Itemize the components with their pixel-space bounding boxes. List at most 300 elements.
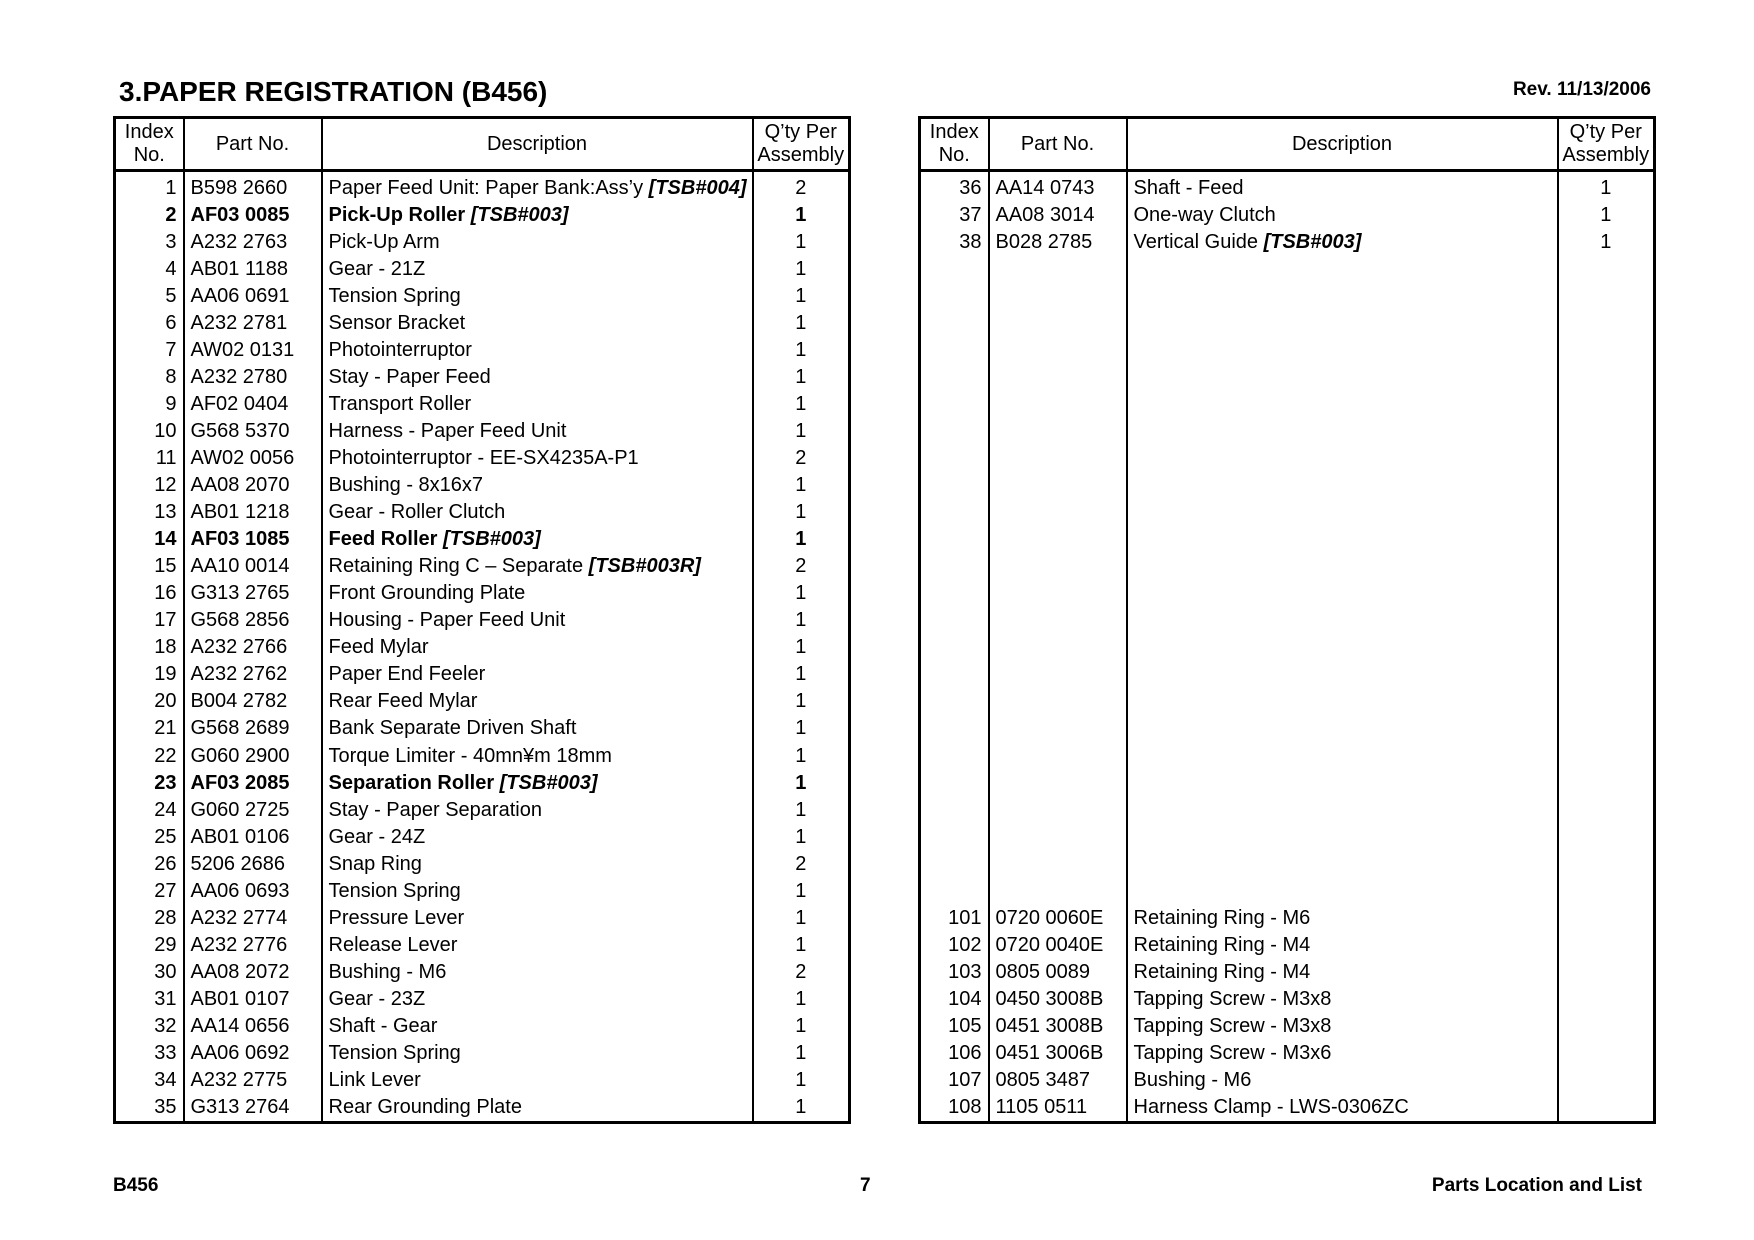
index-cell <box>920 472 989 499</box>
description-text: Tension Spring <box>328 284 461 307</box>
index-cell <box>920 580 989 607</box>
quantity-cell: 2 <box>753 850 850 877</box>
index-cell: 6 <box>115 309 184 336</box>
part-number-cell <box>989 688 1127 715</box>
part-number-cell: AA06 0692 <box>184 1040 322 1067</box>
index-cell: 10 <box>115 417 184 444</box>
description-text: Torque Limiter - 40mn¥m 18mm <box>328 744 612 767</box>
description-text: Retaining Ring - M4 <box>1133 960 1311 983</box>
description-text: Snap Ring <box>328 852 422 875</box>
part-number-cell: AA06 0691 <box>184 282 322 309</box>
table-row <box>920 1040 1655 1067</box>
description-cell <box>1127 931 1558 958</box>
index-cell <box>920 526 989 553</box>
quantity-cell: 1 <box>753 255 850 282</box>
table-row <box>115 363 850 390</box>
part-number-cell: A232 2763 <box>184 228 322 255</box>
part-number-cell: AA08 2070 <box>184 472 322 499</box>
quantity-cell <box>1558 985 1655 1012</box>
description-text: Retaining Ring - M4 <box>1133 933 1311 956</box>
quantity-cell <box>1558 634 1655 661</box>
description-cell <box>1127 171 1558 202</box>
quantity-cell <box>1558 904 1655 931</box>
description-text: Paper End Feeler <box>328 663 486 686</box>
index-cell <box>920 417 989 444</box>
part-number-cell: A232 2781 <box>184 309 322 336</box>
index-cell: 21 <box>115 715 184 742</box>
description-cell <box>1127 1094 1558 1123</box>
description-cell <box>322 904 753 931</box>
table-row <box>920 931 1655 958</box>
description-text: Rear Grounding Plate <box>328 1096 522 1119</box>
part-number-cell <box>989 417 1127 444</box>
part-number-cell: AA10 0014 <box>184 553 322 580</box>
quantity-cell <box>1558 336 1655 363</box>
part-number-cell: AF03 2085 <box>184 769 322 796</box>
quantity-cell: 1 <box>753 526 850 553</box>
index-cell: 4 <box>115 255 184 282</box>
index-cell: 107 <box>920 1067 989 1094</box>
index-cell: 33 <box>115 1040 184 1067</box>
part-number-cell <box>989 715 1127 742</box>
table-row <box>115 580 850 607</box>
description-cell <box>1127 336 1558 363</box>
part-number-cell <box>989 769 1127 796</box>
part-number-cell: AB01 0106 <box>184 823 322 850</box>
description-cell <box>322 1040 753 1067</box>
part-number-cell: 0805 0089 <box>989 958 1127 985</box>
table-row <box>920 877 1655 904</box>
table-row <box>115 796 850 823</box>
description-text: Pressure Lever <box>328 906 465 929</box>
description-cell <box>1127 363 1558 390</box>
header-index: Index No. <box>115 118 184 171</box>
description-text: Gear - 23Z <box>328 987 426 1010</box>
index-cell: 30 <box>115 958 184 985</box>
description-text: Photointerruptor - EE-SX4235A-P1 <box>328 446 639 469</box>
quantity-cell: 1 <box>753 985 850 1012</box>
part-number-cell: AB01 1188 <box>184 255 322 282</box>
table-row <box>115 472 850 499</box>
index-cell <box>920 553 989 580</box>
description-cell <box>322 634 753 661</box>
part-number-cell: G313 2764 <box>184 1094 322 1123</box>
part-number-cell: AA14 0743 <box>989 171 1127 202</box>
description-cell <box>322 472 753 499</box>
index-cell: 32 <box>115 1012 184 1039</box>
part-number-cell: A232 2762 <box>184 661 322 688</box>
index-cell: 105 <box>920 1012 989 1039</box>
table-row <box>920 904 1655 931</box>
index-cell: 27 <box>115 877 184 904</box>
description-text: Tension Spring <box>328 1042 461 1065</box>
description-text: Gear - 21Z <box>328 257 426 280</box>
description-text: Housing - Paper Feed Unit <box>328 609 566 632</box>
quantity-cell <box>1558 823 1655 850</box>
description-cell <box>322 877 753 904</box>
table-row <box>115 1040 850 1067</box>
part-number-cell <box>989 499 1127 526</box>
quantity-cell: 1 <box>1558 228 1655 255</box>
table-row <box>115 282 850 309</box>
quantity-cell: 1 <box>753 607 850 634</box>
part-number-cell: AB01 1218 <box>184 499 322 526</box>
quantity-cell: 1 <box>753 931 850 958</box>
description-text: Stay - Paper Separation <box>328 798 542 821</box>
description-text: Pick-Up Arm <box>328 230 440 253</box>
description-cell <box>322 607 753 634</box>
description-cell <box>322 417 753 444</box>
table-row <box>920 661 1655 688</box>
quantity-cell: 1 <box>753 499 850 526</box>
quantity-cell: 1 <box>753 472 850 499</box>
index-cell <box>920 390 989 417</box>
part-number-cell <box>989 444 1127 471</box>
description-cell <box>322 336 753 363</box>
quantity-cell: 1 <box>1558 201 1655 228</box>
quantity-cell <box>1558 958 1655 985</box>
index-cell <box>920 255 989 282</box>
part-number-cell: A232 2774 <box>184 904 322 931</box>
description-cell <box>322 553 753 580</box>
description-text: Front Grounding Plate <box>328 582 526 605</box>
description-text: Tapping Screw - M3x8 <box>1133 987 1332 1010</box>
header-index: Index No. <box>920 118 989 171</box>
part-number-cell: AF03 1085 <box>184 526 322 553</box>
footer-model: B456 <box>113 1175 159 1196</box>
description-cell <box>322 228 753 255</box>
quantity-cell: 1 <box>753 823 850 850</box>
quantity-cell: 1 <box>753 282 850 309</box>
part-number-cell <box>989 472 1127 499</box>
description-text: Transport Roller <box>328 392 472 415</box>
table-row <box>115 309 850 336</box>
description-cell <box>322 1094 753 1123</box>
table-row <box>115 336 850 363</box>
description-cell <box>1127 201 1558 228</box>
table-row <box>115 769 850 796</box>
description-cell <box>1127 742 1558 769</box>
part-number-cell: AF03 0085 <box>184 201 322 228</box>
header-part-no: Part No. <box>989 118 1127 171</box>
table-row <box>115 661 850 688</box>
index-cell: 37 <box>920 201 989 228</box>
description-text: Retaining Ring - M6 <box>1133 906 1311 929</box>
index-cell <box>920 742 989 769</box>
footer-page-number: 7 <box>860 1175 871 1196</box>
index-cell <box>920 336 989 363</box>
table-row <box>920 171 1655 202</box>
description-text: Separation Roller <box>328 771 495 794</box>
description-text: Shaft - Feed <box>1133 176 1244 199</box>
index-cell: 28 <box>115 904 184 931</box>
part-number-cell: AA14 0656 <box>184 1012 322 1039</box>
table-row <box>920 309 1655 336</box>
quantity-cell <box>1558 499 1655 526</box>
description-text: Bank Separate Driven Shaft <box>328 717 577 740</box>
description-cell <box>1127 255 1558 282</box>
table-row <box>115 985 850 1012</box>
part-number-cell: 0720 0040E <box>989 931 1127 958</box>
quantity-cell <box>1558 1040 1655 1067</box>
tsb-reference: [TSB#003] <box>1263 230 1362 253</box>
description-text: Bushing - M6 <box>328 960 447 983</box>
description-text: Feed Mylar <box>328 636 429 659</box>
part-number-cell <box>989 526 1127 553</box>
table-row <box>115 255 850 282</box>
part-number-cell: AA08 2072 <box>184 958 322 985</box>
index-cell: 35 <box>115 1094 184 1123</box>
description-text: Pick-Up Roller <box>328 203 466 226</box>
part-number-cell: A232 2766 <box>184 634 322 661</box>
description-cell <box>1127 877 1558 904</box>
quantity-cell: 1 <box>753 363 850 390</box>
table-row <box>920 823 1655 850</box>
index-cell: 19 <box>115 661 184 688</box>
quantity-cell: 2 <box>753 553 850 580</box>
part-number-cell: G568 2689 <box>184 715 322 742</box>
description-text: Photointerruptor <box>328 338 472 361</box>
part-number-cell <box>989 282 1127 309</box>
quantity-cell: 1 <box>753 390 850 417</box>
description-text: Harness Clamp - LWS-0306ZC <box>1133 1096 1409 1119</box>
description-cell <box>322 715 753 742</box>
part-number-cell <box>989 742 1127 769</box>
part-number-cell <box>989 309 1127 336</box>
quantity-cell <box>1558 282 1655 309</box>
index-cell: 2 <box>115 201 184 228</box>
table-row <box>115 228 850 255</box>
table-row <box>115 715 850 742</box>
index-cell: 20 <box>115 688 184 715</box>
description-cell <box>1127 688 1558 715</box>
index-cell: 16 <box>115 580 184 607</box>
part-number-cell <box>989 850 1127 877</box>
table-row <box>115 904 850 931</box>
header-qty: Q’ty Per Assembly <box>753 118 850 171</box>
part-number-cell: 1105 0511 <box>989 1094 1127 1123</box>
description-cell <box>322 580 753 607</box>
description-text: One-way Clutch <box>1133 203 1276 226</box>
part-number-cell: A232 2776 <box>184 931 322 958</box>
table-row <box>920 228 1655 255</box>
description-cell <box>322 255 753 282</box>
description-cell <box>1127 985 1558 1012</box>
description-cell <box>1127 634 1558 661</box>
table-row <box>115 823 850 850</box>
part-number-cell: AW02 0056 <box>184 444 322 471</box>
table-row <box>115 634 850 661</box>
quantity-cell: 1 <box>753 661 850 688</box>
index-cell <box>920 877 989 904</box>
table-row <box>115 931 850 958</box>
index-cell <box>920 661 989 688</box>
part-number-cell: 0720 0060E <box>989 904 1127 931</box>
part-number-cell: 0451 3006B <box>989 1040 1127 1067</box>
description-text: Tapping Screw - M3x8 <box>1133 1014 1332 1037</box>
description-cell <box>1127 390 1558 417</box>
part-number-cell <box>989 796 1127 823</box>
description-cell <box>322 1067 753 1094</box>
part-number-cell: AF02 0404 <box>184 390 322 417</box>
table-row <box>920 769 1655 796</box>
table-row <box>115 1012 850 1039</box>
footer-section-title: Parts Location and List <box>1431 1175 1642 1196</box>
quantity-cell <box>1558 796 1655 823</box>
index-cell: 18 <box>115 634 184 661</box>
part-number-cell: B004 2782 <box>184 688 322 715</box>
part-number-cell: G568 5370 <box>184 417 322 444</box>
table-row <box>920 1012 1655 1039</box>
description-cell <box>1127 904 1558 931</box>
table-row <box>115 553 850 580</box>
index-cell: 29 <box>115 931 184 958</box>
index-cell: 14 <box>115 526 184 553</box>
tsb-reference: [TSB#003R] <box>588 555 701 578</box>
quantity-cell <box>1558 255 1655 282</box>
quantity-cell <box>1558 1012 1655 1039</box>
description-cell <box>322 390 753 417</box>
description-cell <box>1127 769 1558 796</box>
table-row <box>920 553 1655 580</box>
table-row <box>920 1067 1655 1094</box>
description-text: Stay - Paper Feed <box>328 365 491 388</box>
table-row <box>920 526 1655 553</box>
quantity-cell: 1 <box>753 309 850 336</box>
part-number-cell: A232 2775 <box>184 1067 322 1094</box>
table-row <box>115 499 850 526</box>
table-row <box>920 850 1655 877</box>
table-row <box>920 444 1655 471</box>
description-cell <box>1127 661 1558 688</box>
index-cell: 9 <box>115 390 184 417</box>
description-cell <box>322 769 753 796</box>
index-cell: 7 <box>115 336 184 363</box>
description-text: Bushing - 8x16x7 <box>328 474 484 497</box>
quantity-cell: 1 <box>753 796 850 823</box>
description-cell <box>322 796 753 823</box>
table-row <box>115 201 850 228</box>
index-cell <box>920 715 989 742</box>
index-cell: 25 <box>115 823 184 850</box>
quantity-cell <box>1558 1094 1655 1123</box>
description-cell <box>1127 228 1558 255</box>
quantity-cell: 1 <box>753 201 850 228</box>
description-cell <box>1127 715 1558 742</box>
description-text: Retaining Ring C – Separate <box>328 555 584 578</box>
part-number-cell: B028 2785 <box>989 228 1127 255</box>
part-number-cell: G568 2856 <box>184 607 322 634</box>
table-row <box>115 1067 850 1094</box>
description-cell <box>1127 958 1558 985</box>
description-cell <box>322 823 753 850</box>
tsb-reference: [TSB#003] <box>442 528 541 551</box>
quantity-cell: 1 <box>753 769 850 796</box>
quantity-cell: 1 <box>753 688 850 715</box>
description-cell <box>1127 607 1558 634</box>
description-cell <box>322 526 753 553</box>
table-row <box>920 201 1655 228</box>
index-cell <box>920 309 989 336</box>
index-cell: 5 <box>115 282 184 309</box>
description-cell <box>322 661 753 688</box>
table-row <box>920 580 1655 607</box>
index-cell: 108 <box>920 1094 989 1123</box>
table-row <box>920 958 1655 985</box>
index-cell <box>920 282 989 309</box>
table-row <box>115 526 850 553</box>
table-row <box>115 444 850 471</box>
table-row <box>115 171 850 202</box>
description-text: Vertical Guide <box>1133 230 1259 253</box>
description-cell <box>1127 1067 1558 1094</box>
description-text: Release Lever <box>328 933 458 956</box>
index-cell <box>920 444 989 471</box>
quantity-cell <box>1558 688 1655 715</box>
part-number-cell: G060 2725 <box>184 796 322 823</box>
index-cell: 36 <box>920 171 989 202</box>
index-cell: 106 <box>920 1040 989 1067</box>
quantity-cell: 1 <box>753 1067 850 1094</box>
quantity-cell <box>1558 742 1655 769</box>
index-cell: 1 <box>115 171 184 202</box>
quantity-cell <box>1558 661 1655 688</box>
part-number-cell <box>989 255 1127 282</box>
table-row <box>920 985 1655 1012</box>
description-cell <box>1127 282 1558 309</box>
table-row <box>115 877 850 904</box>
quantity-cell <box>1558 850 1655 877</box>
description-cell <box>322 309 753 336</box>
description-cell <box>1127 1012 1558 1039</box>
tsb-reference: [TSB#003] <box>470 203 569 226</box>
part-number-cell <box>989 823 1127 850</box>
quantity-cell: 2 <box>753 171 850 202</box>
quantity-cell: 1 <box>753 228 850 255</box>
part-number-cell: A232 2780 <box>184 363 322 390</box>
description-cell <box>1127 580 1558 607</box>
quantity-cell: 1 <box>753 904 850 931</box>
tsb-reference: [TSB#004] <box>648 176 747 199</box>
index-cell: 15 <box>115 553 184 580</box>
description-text: Gear - 24Z <box>328 825 426 848</box>
parts-list-left <box>115 171 850 1123</box>
quantity-cell: 1 <box>753 417 850 444</box>
quantity-cell <box>1558 877 1655 904</box>
description-cell <box>322 985 753 1012</box>
index-cell <box>920 499 989 526</box>
index-cell: 24 <box>115 796 184 823</box>
description-cell <box>1127 499 1558 526</box>
table-row <box>920 499 1655 526</box>
part-number-cell <box>989 336 1127 363</box>
part-number-cell <box>989 607 1127 634</box>
quantity-cell <box>1558 553 1655 580</box>
index-cell: 34 <box>115 1067 184 1094</box>
part-number-cell <box>989 363 1127 390</box>
description-cell <box>322 958 753 985</box>
index-cell: 101 <box>920 904 989 931</box>
table-row <box>920 1094 1655 1123</box>
description-text: Sensor Bracket <box>328 311 466 334</box>
index-cell: 102 <box>920 931 989 958</box>
quantity-cell <box>1558 931 1655 958</box>
table-row <box>920 255 1655 282</box>
quantity-cell <box>1558 417 1655 444</box>
index-cell: 17 <box>115 607 184 634</box>
table-row <box>920 688 1655 715</box>
index-cell: 8 <box>115 363 184 390</box>
